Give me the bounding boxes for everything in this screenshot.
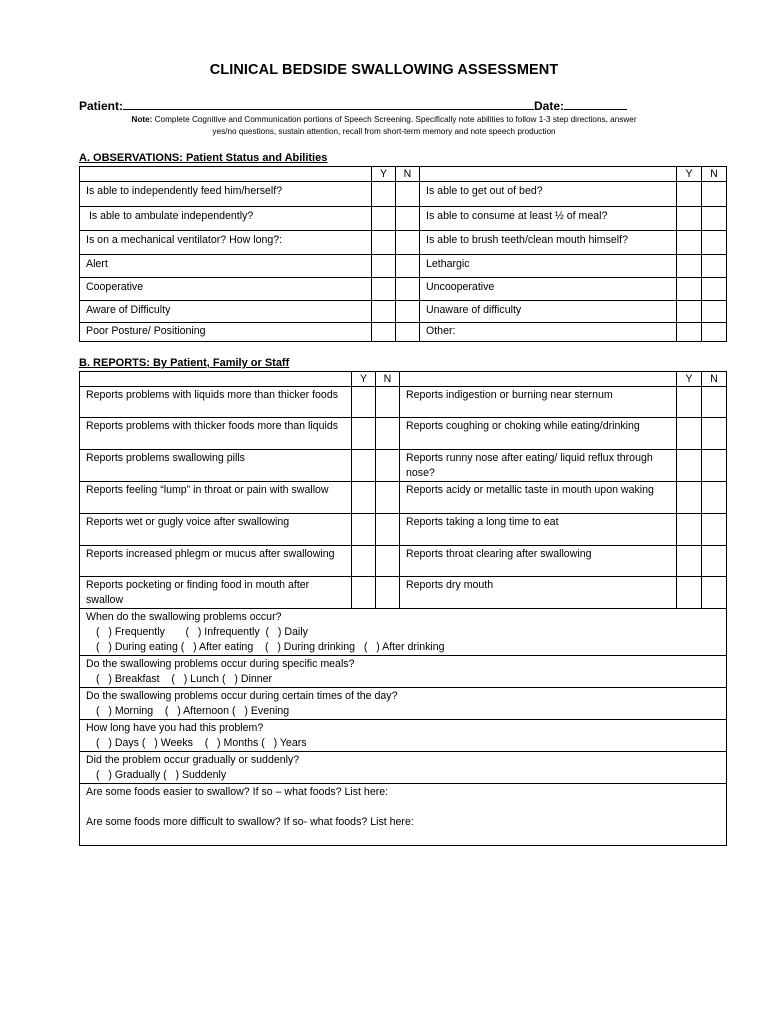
report-row <box>80 387 727 418</box>
yes-checkbox[interactable] <box>677 482 702 514</box>
no-column-header: N <box>702 372 727 387</box>
answer-options[interactable]: ( ) Breakfast ( ) Lunch ( ) Dinner <box>96 673 273 685</box>
no-checkbox[interactable] <box>702 207 727 231</box>
observation-item-left: Poor Posture/ Positioning <box>80 323 372 342</box>
report-item-right: Reports throat clearing after swallowing <box>400 546 677 577</box>
question-text: Do the swallowing problems occur during certain times of the day? <box>86 690 398 702</box>
no-checkbox[interactable] <box>702 450 727 482</box>
no-checkbox[interactable] <box>702 301 727 323</box>
yes-column-header: Y <box>352 372 376 387</box>
no-checkbox[interactable] <box>702 482 727 514</box>
yes-checkbox[interactable] <box>677 323 702 342</box>
no-checkbox[interactable] <box>376 482 400 514</box>
yes-column-header: Y <box>677 167 702 182</box>
date-field[interactable] <box>564 98 627 110</box>
yes-column-header: Y <box>677 372 702 387</box>
header-blank-cell <box>80 372 352 387</box>
yes-checkbox[interactable] <box>352 387 376 418</box>
yes-checkbox[interactable] <box>372 231 396 255</box>
observation-item-left: Cooperative <box>80 278 372 301</box>
report-row <box>80 418 727 450</box>
no-checkbox[interactable] <box>396 207 420 231</box>
no-checkbox[interactable] <box>396 323 420 342</box>
observation-row <box>80 301 727 323</box>
no-checkbox[interactable] <box>702 323 727 342</box>
question-row-onset <box>80 752 727 784</box>
note-line-1: Complete Cognitive and Communication portions of Speech Screening. Specifically note abilities to follow 1-3 step directions, answer <box>154 115 637 124</box>
answer-options[interactable]: ( ) Morning ( ) Afternoon ( ) Evening <box>96 705 290 717</box>
answer-options[interactable]: ( ) Frequently ( ) Infrequently ( ) Daily <box>96 626 308 638</box>
reports-table <box>79 371 727 846</box>
yes-checkbox[interactable] <box>352 577 376 609</box>
no-checkbox[interactable] <box>702 514 727 546</box>
report-item-left: Reports feeling “lump” in throat or pain with swallow <box>80 482 352 514</box>
report-item-left: Reports problems swallowing pills <box>80 450 352 482</box>
question-text: Did the problem occur gradually or suddenly? <box>86 754 300 766</box>
no-checkbox[interactable] <box>396 231 420 255</box>
report-row <box>80 482 727 514</box>
yes-checkbox[interactable] <box>352 546 376 577</box>
no-checkbox[interactable] <box>702 278 727 301</box>
no-checkbox[interactable] <box>702 255 727 278</box>
yes-checkbox[interactable] <box>677 255 702 278</box>
report-item-right: Reports indigestion or burning near sternum <box>400 387 677 418</box>
form-title: CLINICAL BEDSIDE SWALLOWING ASSESSMENT <box>209 62 559 78</box>
section-a-heading: A. OBSERVATIONS: Patient Status and Abilities <box>79 152 328 164</box>
question-text: When do the swallowing problems occur? <box>86 611 282 623</box>
date-label: Date: <box>534 99 565 113</box>
yes-checkbox[interactable] <box>372 255 396 278</box>
observation-row <box>80 278 727 301</box>
header-blank-cell <box>420 167 677 182</box>
observation-item-right: Other: <box>420 323 677 342</box>
no-checkbox[interactable] <box>702 577 727 609</box>
yes-checkbox[interactable] <box>372 182 396 207</box>
report-item-left: Reports wet or gugly voice after swallowing <box>80 514 352 546</box>
question-cell <box>80 656 727 688</box>
report-item-left: Reports increased phlegm or mucus after swallowing <box>80 546 352 577</box>
question-row-time-of-day <box>80 688 727 720</box>
report-item-left: Reports problems with thicker foods more than liquids <box>80 418 352 450</box>
yes-checkbox[interactable] <box>677 577 702 609</box>
no-checkbox[interactable] <box>396 255 420 278</box>
yes-checkbox[interactable] <box>372 323 396 342</box>
observation-row <box>80 323 727 342</box>
yes-checkbox[interactable] <box>677 301 702 323</box>
observation-item-right: Is able to get out of bed? <box>420 182 677 207</box>
observation-item-left: Is on a mechanical ventilator? How long?: <box>80 231 372 255</box>
observation-item-left: Is able to ambulate independently? <box>80 207 372 231</box>
note-line-2: yes/no questions, sustain attention, recall from short-term memory and note speech production <box>212 127 556 136</box>
observation-item-right: Uncooperative <box>420 278 677 301</box>
observations-table <box>79 166 727 342</box>
no-checkbox[interactable] <box>702 546 727 577</box>
yes-column-header: Y <box>372 167 396 182</box>
yes-checkbox[interactable] <box>677 207 702 231</box>
no-column-header: N <box>396 167 420 182</box>
yes-checkbox[interactable] <box>677 514 702 546</box>
question-row-foods <box>80 784 727 846</box>
report-item-right: Reports dry mouth <box>400 577 677 609</box>
report-item-right: Reports taking a long time to eat <box>400 514 677 546</box>
answer-options[interactable]: ( ) Days ( ) Weeks ( ) Months ( ) Years <box>96 737 307 749</box>
question-text: How long have you had this problem? <box>86 722 264 734</box>
report-item-right: Reports acidy or metallic taste in mouth upon waking <box>400 482 677 514</box>
yes-checkbox[interactable] <box>677 278 702 301</box>
observation-row <box>80 207 727 231</box>
yes-checkbox[interactable] <box>372 207 396 231</box>
no-checkbox[interactable] <box>396 182 420 207</box>
report-row <box>80 450 727 482</box>
observation-item-left: Aware of Difficulty <box>80 301 372 323</box>
observation-item-left: Alert <box>80 255 372 278</box>
observation-item-right: Is able to brush teeth/clean mouth himself? <box>420 231 677 255</box>
yes-checkbox[interactable] <box>372 301 396 323</box>
question-cell <box>80 688 727 720</box>
question-row-meals <box>80 656 727 688</box>
yes-checkbox[interactable] <box>677 546 702 577</box>
no-checkbox[interactable] <box>702 418 727 450</box>
instructions-note <box>0 114 768 138</box>
yes-checkbox[interactable] <box>352 450 376 482</box>
observation-item-right: Lethargic <box>420 255 677 278</box>
answer-options[interactable]: ( ) During eating ( ) After eating ( ) During drinking ( ) After drinking <box>96 641 445 653</box>
no-checkbox[interactable] <box>376 418 400 450</box>
report-item-right: Reports coughing or choking while eating/drinking <box>400 418 677 450</box>
question-cell <box>80 720 727 752</box>
foods-harder-question: Are some foods more difficult to swallow? If so- what foods? List here: <box>86 816 414 828</box>
no-checkbox[interactable] <box>376 546 400 577</box>
observation-item-left: Is able to independently feed him/herself? <box>80 182 372 207</box>
yes-checkbox[interactable] <box>677 450 702 482</box>
patient-date-line <box>79 98 639 113</box>
question-cell <box>80 752 727 784</box>
no-column-header: N <box>376 372 400 387</box>
report-row <box>80 514 727 546</box>
yes-checkbox[interactable] <box>352 418 376 450</box>
no-checkbox[interactable] <box>376 387 400 418</box>
yes-checkbox[interactable] <box>677 418 702 450</box>
yes-checkbox[interactable] <box>352 482 376 514</box>
yes-checkbox[interactable] <box>677 182 702 207</box>
observations-header-row <box>80 167 727 182</box>
report-item-right: Reports runny nose after eating/ liquid reflux through nose? <box>400 450 677 482</box>
report-item-left: Reports problems with liquids more than thicker foods <box>80 387 352 418</box>
yes-checkbox[interactable] <box>677 387 702 418</box>
foods-list-cell[interactable] <box>80 784 727 846</box>
no-checkbox[interactable] <box>376 450 400 482</box>
reports-header-row <box>80 372 727 387</box>
observation-row <box>80 182 727 207</box>
observation-row <box>80 231 727 255</box>
no-checkbox[interactable] <box>396 301 420 323</box>
patient-name-field[interactable] <box>123 98 534 110</box>
header-blank-cell <box>80 167 372 182</box>
question-cell <box>80 609 727 656</box>
no-checkbox[interactable] <box>702 182 727 207</box>
patient-label: Patient: <box>79 99 124 113</box>
no-checkbox[interactable] <box>396 278 420 301</box>
report-row <box>80 577 727 609</box>
no-column-header: N <box>702 167 727 182</box>
header-blank-cell <box>400 372 677 387</box>
answer-options[interactable]: ( ) Gradually ( ) Suddenly <box>96 769 227 781</box>
question-row-timing <box>80 609 727 656</box>
section-b-heading: B. REPORTS: By Patient, Family or Staff <box>79 357 290 369</box>
observation-row <box>80 255 727 278</box>
yes-checkbox[interactable] <box>372 278 396 301</box>
no-checkbox[interactable] <box>702 387 727 418</box>
note-prefix: Note: <box>131 115 153 124</box>
yes-checkbox[interactable] <box>352 514 376 546</box>
no-checkbox[interactable] <box>376 577 400 609</box>
no-checkbox[interactable] <box>376 514 400 546</box>
report-item-left: Reports pocketing or finding food in mouth after swallow <box>80 577 352 609</box>
no-checkbox[interactable] <box>702 231 727 255</box>
question-text: Do the swallowing problems occur during specific meals? <box>86 658 355 670</box>
observation-item-right: Is able to consume at least ½ of meal? <box>420 207 677 231</box>
observation-item-right: Unaware of difficulty <box>420 301 677 323</box>
foods-easier-question: Are some foods easier to swallow? If so – what foods? List here: <box>86 786 389 798</box>
question-row-duration <box>80 720 727 752</box>
yes-checkbox[interactable] <box>677 231 702 255</box>
report-row <box>80 546 727 577</box>
